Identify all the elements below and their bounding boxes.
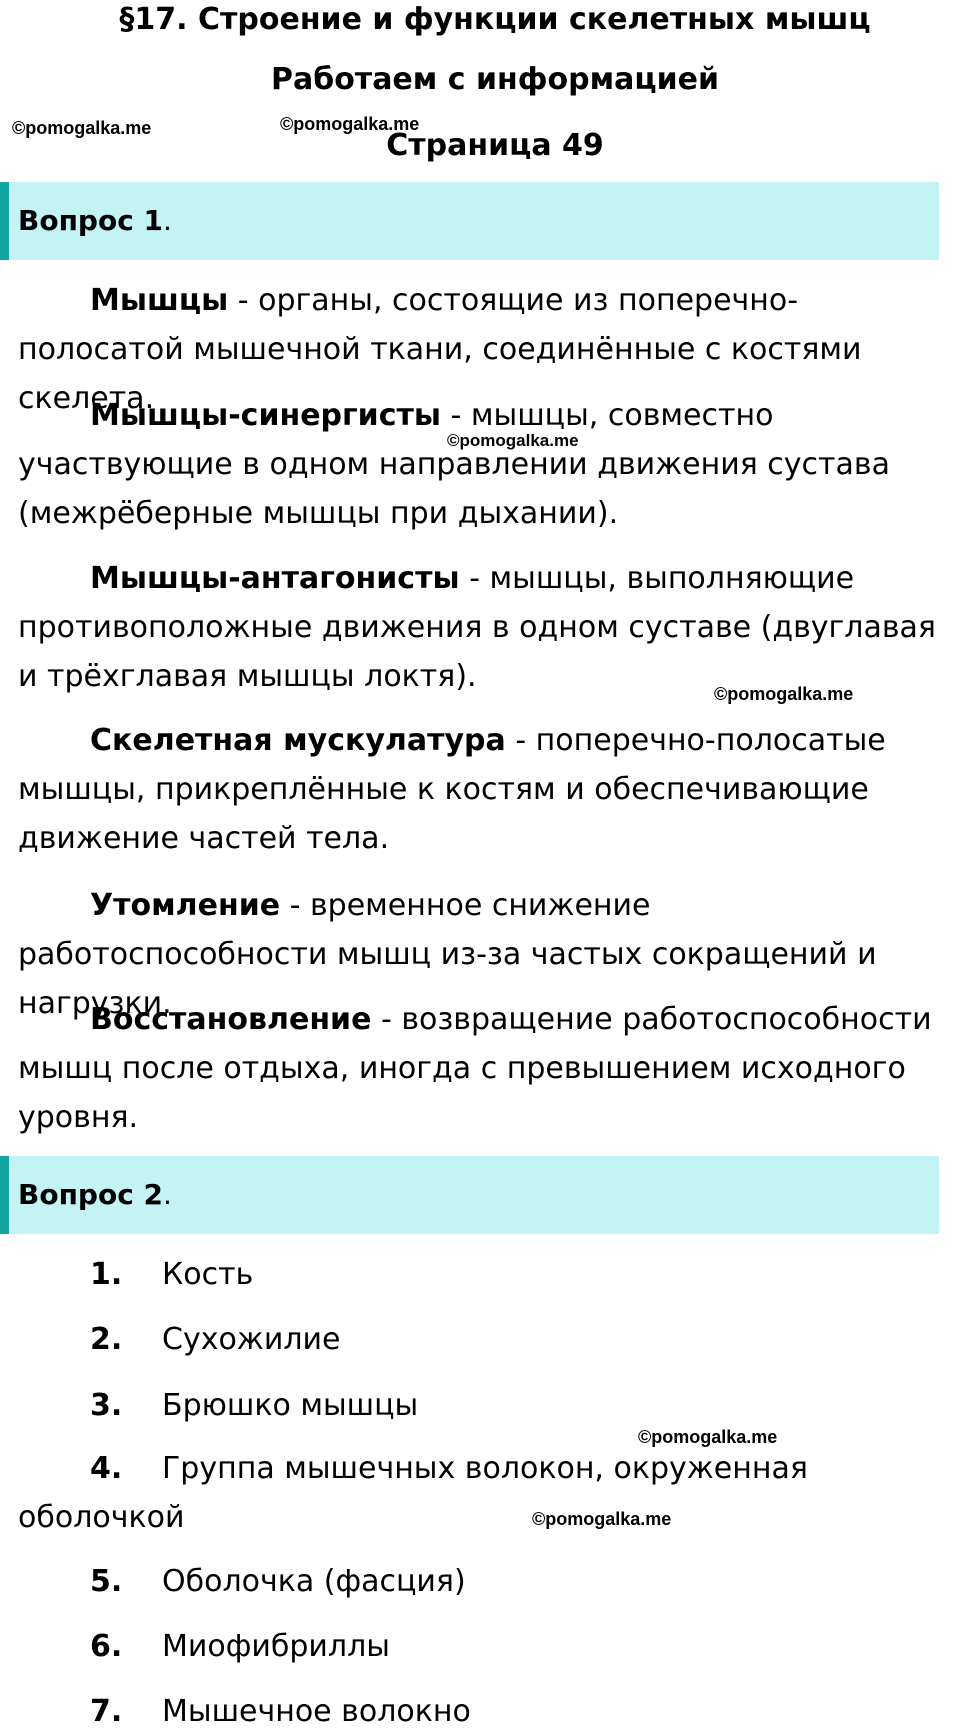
list-item: [18, 1250, 948, 1299]
question-1-title: [18, 203, 172, 239]
definition-paragraph: [18, 995, 948, 1142]
question-1-header: [0, 182, 939, 260]
list-item-number: 4.: [90, 1451, 123, 1486]
question-2-label: Вопрос 2: [18, 1178, 164, 1211]
list-item: [18, 1557, 948, 1606]
definition-paragraph: [18, 554, 948, 701]
watermark: ©pomogalka.me: [532, 1509, 672, 1529]
page-number: Страница 49: [386, 128, 604, 163]
list-item-text: Мышечное волокно: [162, 1694, 471, 1729]
list-item-number: 3.: [90, 1388, 123, 1423]
definition-text: - возвращение работоспособности мышц после отдыха, иногда с превышением исходного уровня.: [18, 1002, 932, 1135]
question-2-header: [0, 1156, 939, 1234]
list-item-number: 7.: [90, 1694, 123, 1729]
list-item-text: Оболочка (фасция): [162, 1564, 466, 1599]
list-item: [18, 1381, 948, 1430]
question-1-label: Вопрос 1: [18, 204, 164, 237]
definition-term: Мышцы-синергисты: [90, 398, 442, 433]
list-item: [18, 1315, 948, 1364]
definition-term: Скелетная мускулатура: [90, 723, 506, 758]
definition-text: - временное снижение работоспособности мышц из-за частых сокращений и нагрузки.: [18, 888, 877, 1021]
list-item-text: Группа мышечных волокон, окруженная оболочкой: [18, 1451, 808, 1535]
list-item-text: Брюшко мышцы: [162, 1388, 419, 1423]
watermark: ©pomogalka.me: [447, 431, 579, 450]
list-item-text: Сухожилие: [162, 1322, 341, 1357]
definition-text: - мышцы, совместно участвующие в одном направлении движения сустава (межрёберные мышцы при дыхании).: [18, 398, 890, 531]
definition-paragraph: [18, 391, 948, 538]
list-item-number: 6.: [90, 1629, 123, 1664]
list-item-text: Миофибриллы: [162, 1629, 390, 1664]
watermark: ©pomogalka.me: [280, 114, 420, 134]
definition-text: - органы, состоящие из поперечно-полосатой мышечной ткани, соединённые с костями скелета.: [18, 283, 862, 416]
question-1-dot: .: [163, 204, 172, 237]
list-item-number: 2.: [90, 1322, 123, 1357]
watermark: ©pomogalka.me: [12, 118, 152, 138]
list-item: [18, 1444, 948, 1542]
list-item: [18, 1622, 948, 1671]
definition-paragraph: [18, 716, 948, 863]
list-item: [18, 1687, 948, 1736]
definition-term: Мышцы: [90, 283, 229, 318]
watermark: ©pomogalka.me: [638, 1427, 778, 1447]
definition-text: - мышцы, выполняющие противоположные движения в одном суставе (двуглавая и трёхглавая мышцы локтя).: [18, 561, 936, 694]
watermark: ©pomogalka.me: [714, 684, 854, 704]
list-item-text: Кость: [162, 1257, 254, 1292]
list-item-number: 5.: [90, 1564, 123, 1599]
question-2-dot: .: [163, 1178, 172, 1211]
definition-text: - поперечно-полосатые мышцы, прикреплённые к костям и обеспечивающие движение частей тела.: [18, 723, 886, 856]
chapter-title: §17. Строение и функции скелетных мышц: [119, 2, 871, 37]
section-subtitle: Работаем с информацией: [271, 62, 719, 97]
question-2-title: [18, 1177, 172, 1213]
definition-term: Мышцы-антагонисты: [90, 561, 460, 596]
list-item-number: 1.: [90, 1257, 123, 1292]
definition-term: Утомление: [90, 888, 281, 923]
definition-term: Восстановление: [90, 1002, 372, 1037]
